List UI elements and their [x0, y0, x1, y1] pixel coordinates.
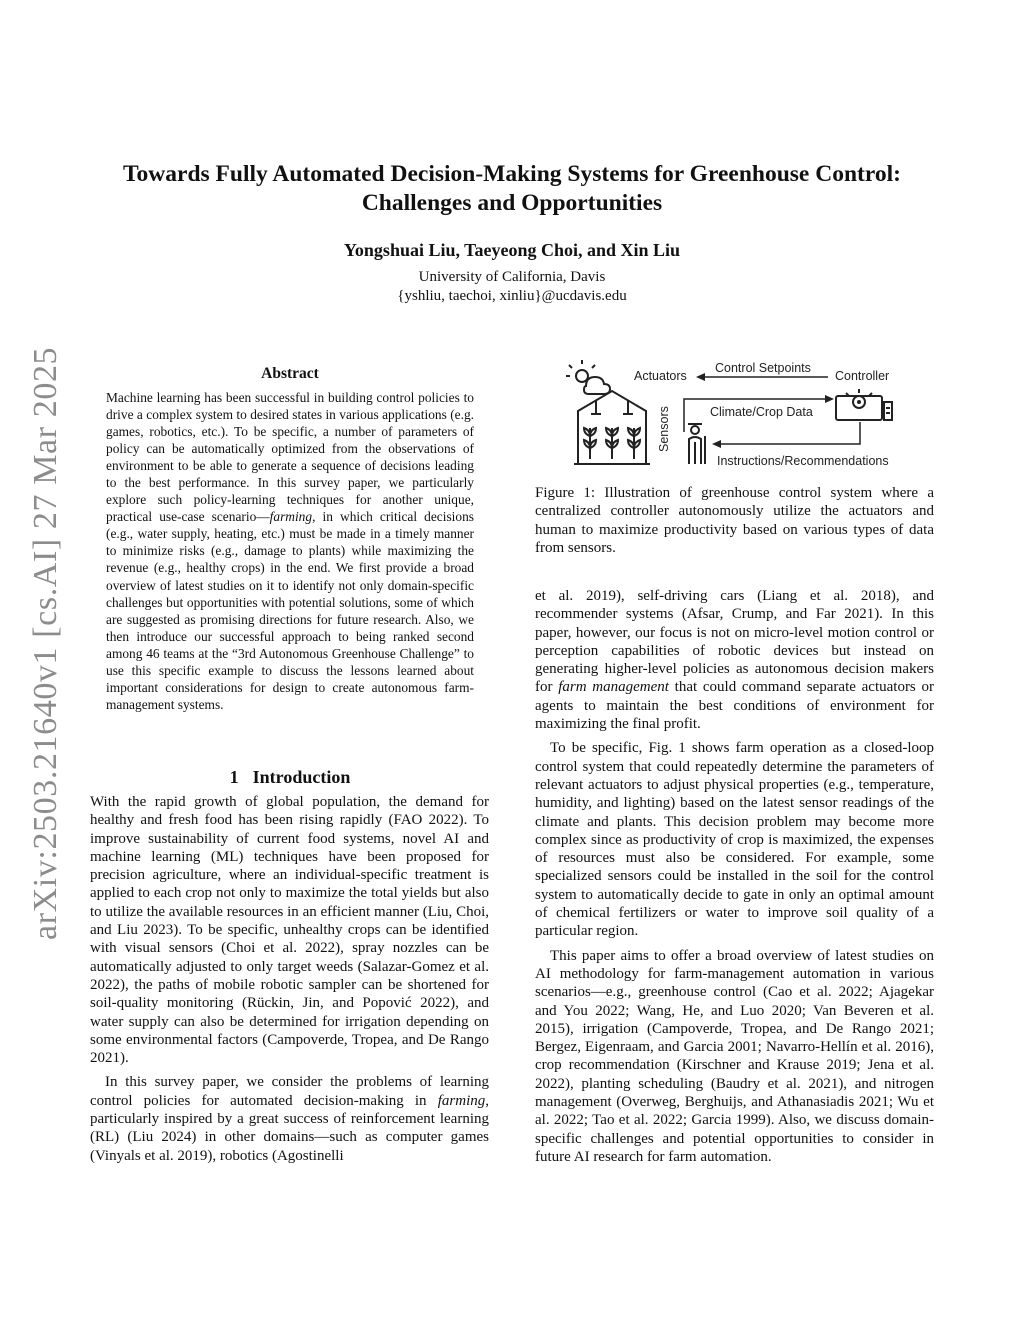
instructions-line [718, 422, 860, 444]
greenhouse-icon [574, 391, 650, 464]
section-title: Introduction [252, 767, 351, 787]
title-line-2: Challenges and Opportunities [361, 190, 663, 216]
figure-1-caption: Figure 1: Illustration of greenhouse control system where a centralized controller autonomously utilize the actuators and human to maximize productivity based on various types of data from sensors. [535, 485, 934, 556]
actuators-label: Actuators [634, 369, 687, 383]
abstract-part-1: Machine learning has been successful in building control policies to drive a complex system to desired states in various applications (e.g. games, robotics, etc.). To be specific, a number of parameters of policy can be automatically optimized from the observations of environment to be able to generate a sequence of decisions leading to the best performance. In this survey paper, we particularly explore such policy-learning techniques for another unique, practical use-case scenario— [106, 390, 474, 525]
weather-icon [566, 360, 610, 394]
abstract-text [106, 389, 474, 713]
instructions-arrowhead [712, 440, 721, 448]
right-p1-part-1: et al. 2019), self-driving cars (Liang et al. 2018), and recommender systems (Afsar, Crump, and Far 2021). In this paper, however, our focus is not on micro-level motion control or perception capabilities of robotic devices but instead on generating higher-level policies as autonomous decision makers for [535, 588, 934, 696]
left-column-body [90, 793, 489, 1171]
climate-crop-data-label: Climate/Crop Data [710, 405, 813, 419]
control-setpoints-arrowhead [696, 373, 705, 381]
intro-p2-part-2: , particularly inspired by a great success of reinforcement learning (RL) (Liu 2024) in other domains—such as computer games (Vinyals et al. 2019), robotics (Agostinelli [90, 1092, 489, 1164]
intro-paragraph-1: With the rapid growth of global population, the demand for healthy and fresh food has been rising rapidly (FAO 2022). To improve sustainability of current food systems, novel AI and machine learning (ML) techniques have been proposed for precision agriculture, where an individual-specific treatment is applied to each crop not only to maximize the total yields but also to utilize the available resources in an efficient manner (Liu, Choi, and Liu 2023). To be specific, unhealthy crops can be identified with visual sensors (Choi et al. 2022), spray nozzles can be automatically adjusted to only target weeds (Salazar-Gomez et al. 2022), the paths of mobile robotic sampler can be shortened for soil-quality monitoring (Rückin, Jin, and Popović 2022), and water supply can also be determined for irrigation depending on some environmental factors (Campoverde, Tropea, and De Rango 2021). [90, 794, 489, 1067]
abstract-part-2: , in which critical decisions (e.g., water supply, heating, etc.) must be made in a timely manner to minimize risks (e.g., damage to plants) while maximizing the revenue (e.g., healthy crops) in the end. We first provide a broad overview of latest studies on it to identify not only domain-specific challenges but opportunities with potential solutions, some of which are suggested as promising directions for future research. Also, we then introduce our successful approach to being ranked second among 46 teams at the “3rd Autonomous Greenhouse Challenge” to use this specific example to discuss the lessons learned about important considerations for design to create autonomous farm-management systems. [106, 509, 474, 712]
right-column-body [535, 587, 934, 1172]
controller-icon [836, 389, 892, 420]
authors: Yongshuai Liu, Taeyeong Choi, and Xin Liu [343, 240, 681, 260]
climate-data-arrowhead [825, 395, 834, 403]
affiliation: University of California, Davis [418, 269, 606, 285]
right-p1-part-2: that could command separate actuators or agents to maintain the best conditions of environment for maximizing the final profit. [535, 679, 934, 733]
intro-paragraph-2 [90, 1073, 489, 1164]
emails: {yshliu, taechoi, xinliu}@ucdavis.edu [397, 288, 627, 304]
right-paragraph-3: This paper aims to offer a broad overview of latest studies on AI methodology for farm-management automation in various scenarios—e.g., greenhouse control (Cao et al. 2022; Ajagekar and You 2022; Wang, He, and Luo 2020; Van Beveren et al. 2015), irrigation (Campoverde, Tropea, and De Rango 2021; Bergez, Eigenraam, and Garcia 2001; Navarro-Hellín et al. 2016), crop recommendation (Kirschner and Krause 2019; Jena et al. 2022), planting scheduling (Baudry et al. 2021), and nitrogen management (Overweg, Berghuijs, and Athanasiadis 2021; Wu et al. 2022; Tao et al. 2022; Garcia 1999). Also, we discuss domain-specific challenges and potential opportunities to consider in future AI research for farm automation. [535, 947, 934, 1165]
controller-label: Controller [835, 369, 890, 383]
intro-p2-part-1: In this survey paper, we consider the problems of learning control policies for automated decision-making in [90, 1074, 489, 1109]
abstract-heading: Abstract [261, 365, 319, 382]
title-line-1: Towards Fully Automated Decision-Making Systems for Greenhouse Control: [123, 161, 901, 187]
intro-p2-emphasis: farming [437, 1092, 486, 1109]
right-paragraph-2: To be specific, Fig. 1 shows farm operation as a closed-loop control system that could repeatedly determine the parameters of relevant actuators to adjust physical properties (e.g., temperature, humidity, and lighting) based on the latest sensor readings of the climate and plants. This decision problem may become more complex since as productivity of crop is maximized, the expenses of resources must also be considered. For example, some specialized sensors could be installed in the soil for the control system to automatically decide to gate in only an optimal amount of chemical fertilizers or water to improve soil quality of a particular region. [535, 740, 934, 940]
section-number: 1 [229, 767, 239, 787]
sensors-label: Sensors [657, 406, 671, 452]
arxiv-stamp: arXiv:2503.21640v1 [cs.AI] 27 Mar 2025 [27, 346, 64, 940]
figure-1-diagram [560, 356, 940, 476]
abstract-emphasis: farming [269, 509, 313, 525]
control-setpoints-label: Control Setpoints [715, 361, 811, 375]
section-heading-introduction [90, 766, 490, 788]
right-paragraph-1 [535, 587, 934, 733]
farmer-icon [688, 424, 705, 464]
instructions-label: Instructions/Recommendations [717, 454, 889, 468]
paper-title [80, 160, 944, 218]
right-p1-emphasis: farm management [558, 679, 669, 696]
